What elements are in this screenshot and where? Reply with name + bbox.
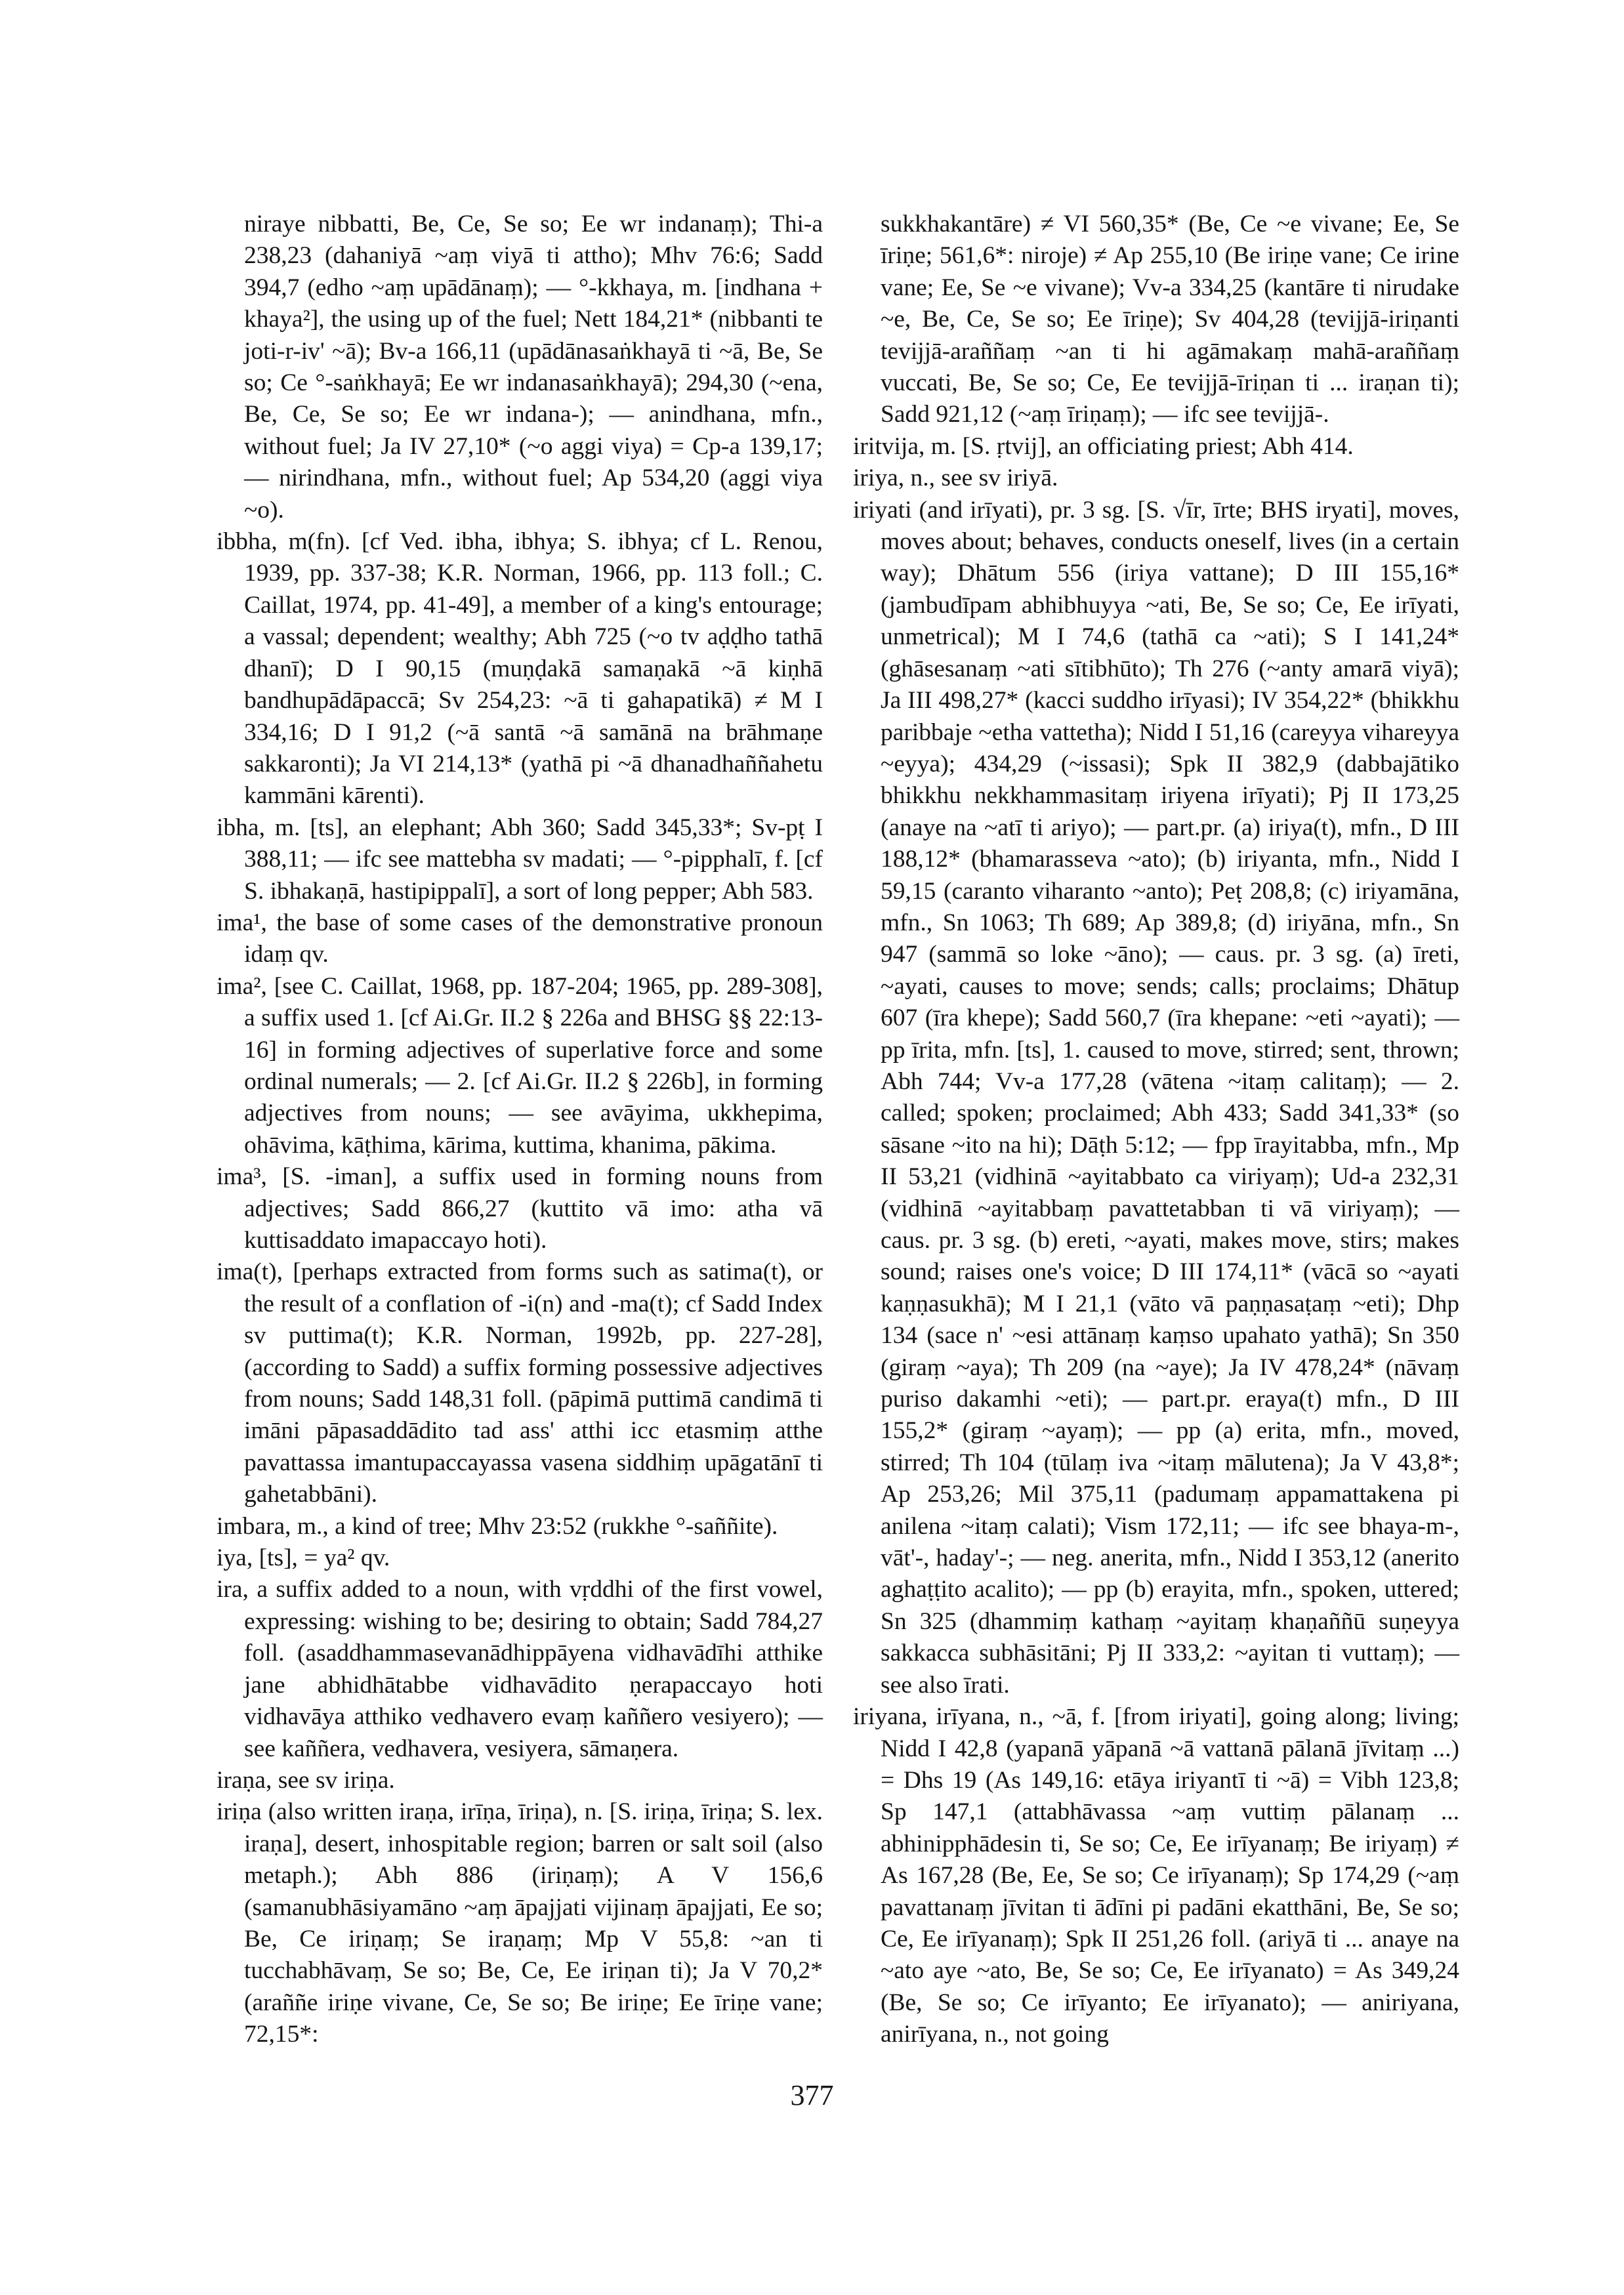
dictionary-entry: iriṇa (also written iraṇa, irīṇa, īriṇa), n. [S. iriṇa, īriṇa; S. lex. iraṇa], desert, inhospitable region; barren or salt soil (also metaph.); Abh 886 (iriṇaṃ); A V 156,6 (samanubhāsiyamāno ~aṃ āpajjati vijinaṃ āpajjati, Ee so; Be, Ce iriṇaṃ; Se iraṇaṃ; Mp V 55,8: ~an ti tucchabhāvaṃ, Se so; Be, Ce, Ee iriṇan ti); Ja V 70,2* (araññe iriṇe vivane, Ce, Se so; Be iriṇe; Ee īriṇe vane; 72,15*: bbox=[217, 1798, 823, 2048]
dictionary-entry: ira, a suffix added to a noun, with vṛddhi of the first vowel, expressing: wishing to be; desiring to obtain; Sadd 784,27 foll. (asaddhammasevanādhippāyena vidhavādīhi atthike jane abhidhātabbe vidhavādito ṇerapaccayo hoti vidhavāya atthiko vedhavero evaṃ kaññero vesiyero); — see kaññera, vedhavera, vesiyera, sāmaṇera. bbox=[217, 1576, 823, 1762]
dictionary-entry: iritvija, m. [S. ṛtvij], an officiating priest; Abh 414. bbox=[853, 432, 1354, 460]
dictionary-entry: ima³, [S. -iman], a suffix used in forming nouns from adjectives; Sadd 866,27 (kuttito vā imo: atha vā kuttisaddato imapaccayo hoti). bbox=[217, 1163, 823, 1254]
right-column bbox=[853, 209, 1459, 2051]
dictionary-entry: iriyana, irīyana, n., ~ā, f. [from iriyati], going along; living; Nidd I 42,8 (yapanā yāpanā ~ā vattanā pālanā jīvitaṃ ...) = Dhs 19 (As 149,16: etāya iriyantī ti ~ā) = Vibh 123,8; Sp 147,1 (attabhāvassa ~aṃ vuttiṃ pālanaṃ ... abhinipphādesin ti, Se so; Ce, Ee irīyanaṃ; Be iriyaṃ) ≠ As 167,28 (Be, Ee, Se so; Ce irīyanaṃ); Sp 174,29 (~aṃ pavattanaṃ jīvitan ti ādīni pi padāni ekatthāni, Be, Se so; Ce, Ee irīyanaṃ); Spk II 251,26 foll. (ariyā ti ... anaye na ~ato aye ~ato, Be, Se so; Ce, Ee irīyanato) = As 349,24 (Be, Se so; Ce irīyanto; Ee irīyanato); — aniriyana, anirīyana, n., not going bbox=[853, 1703, 1459, 2048]
dictionary-entry: ima¹, the base of some cases of the demonstrative pronoun idaṃ qv. bbox=[217, 909, 823, 968]
dictionary-entry: sukkhakantāre) ≠ VI 560,35* (Be, Ce ~e vivane; Ee, Se īriṇe; 561,6*: niroje) ≠ Ap 255,10 (Be iriṇe vane; Ce irine vane; Ee, Se ~e vivane); Vv-a 334,25 (kantāre ti nirudake ~e, Be, Ce, Se so; Ee īriṇe); Sv 404,28 (tevijjā-iriṇanti tevijjā-araññaṃ ~an ti hi agāmakaṃ mahā-araññaṃ vuccati, Be, Se so; Ce, Ee tevijjā-īriṇan ti ... iraṇan ti); Sadd 921,12 (~aṃ īriṇaṃ); — ifc see tevijjā-. bbox=[881, 211, 1459, 428]
dictionary-entry: iriyati (and irīyati), pr. 3 sg. [S. √īr, īrte; BHS iryati], moves, moves about; behaves, conducts oneself, lives (in a certain way); Dhātum 556 (iriya vattane); D III 155,16* (jambudīpam abhibhuyya ~ati, Be, Se so; Ce, Ee irīyati, unmetrical); M I 74,6 (tathā ca ~ati); S I 141,24* (ghāsesanaṃ ~ati sītibhūto); Th 276 (~anty amarā viyā); Ja III 498,27* (kacci suddho irīyasi); IV 354,22* (bhikkhu paribbaje ~etha vattetha); Nidd I 51,16 (careyya vihareyya ~eyya); 434,29 (~issasi); Spk II 382,9 (dabbajātiko bhikkhu nekkhammasitaṃ iriyena irīyati); Pj II 173,25 (anaye na ~atī ti ariyo); — part.pr. (a) iriya(t), mfn., D III 188,12* (bhamarasseva ~ato); (b) iriyanta, mfn., Nidd I 59,15 (caranto viharanto ~anto); Peṭ 208,8; (c) iriyamāna, mfn., Sn 1063; Th 689; Ap 389,8; (d) iriyāna, mfn., Sn 947 (sammā so loke ~āno); — caus. pr. 3 sg. (a) īreti, ~ayati, causes to move; sends; calls; proclaims; Dhātup 607 (īra khepe); Sadd 560,7 (īra khepane: ~eti ~ayati); — pp īrita, mfn. [ts], 1. caused to move, stirred; sent, thrown; Abh 744; Vv-a 177,28 (vātena ~itaṃ calitaṃ); — 2. called; spoken; proclaimed; Abh 433; Sadd 341,33* (so sāsane ~ito na hi); Dāṭh 5:12; — fpp īrayitabba, mfn., Mp II 53,21 (vidhinā ~ayitabbato ca viriyaṃ); Ud-a 232,31 (vidhinā ~ayitabbaṃ pavattetabban ti vā viriyaṃ); — caus. pr. 3 sg. (b) ereti, ~ayati, makes move, stirs; makes sound; raises one's voice; D III 174,11* (vācā so ~ayati kaṇṇasukhā); M I 21,1 (vāto vā paṇṇasaṭaṃ ~eti); Dhp 134 (sace n' ~esi attānaṃ kaṃso upahato yathā); Sn 350 (giraṃ ~aya); Th 209 (na ~aye); Ja IV 478,24* (nāvaṃ puriso dakamhi ~eti); — part.pr. eraya(t) mfn., D III 155,2* (giraṃ ~ayaṃ); — pp (a) erita, mfn., moved, stirred; Th 104 (tūlaṃ iva ~itaṃ mālutena); Ja V 43,8*; Ap 253,26; Mil 375,11 (padumaṃ appamattakena pi anilena ~itaṃ calati); Vism 172,11; — ifc see bhaya-m-, vāt'-, haday'-; — neg. anerita, mfn., Nidd I 353,12 (anerito aghaṭṭito acalito); — pp (b) erayita, mfn., spoken, uttered; Sn 325 (dhammiṃ kathaṃ ~ayitaṃ khaṇaññū suṇeyya sakkacca subhāsitāni; Pj II 333,2: ~ayitan ti vuttaṃ); — see also īrati. bbox=[853, 496, 1459, 1699]
left-column bbox=[217, 209, 823, 2051]
dictionary-entry: iraṇa, see sv iriṇa. bbox=[217, 1766, 395, 1794]
dictionary-entry: iriya, n., see sv iriyā. bbox=[853, 465, 1058, 492]
dictionary-entry: niraye nibbatti, Be, Ce, Se so; Ee wr indanaṃ); Thi-a 238,23 (dahaniyā ~aṃ viyā ti attho); Mhv 76:6; Sadd 394,7 (edho ~aṃ upādānaṃ); — °-kkhaya, m. [indhana + khaya²], the using up of the fuel; Nett 184,21* (nibbanti te joti-r-iv' ~ā); Bv-a 166,11 (upādānasaṅkhayā ti ~ā, Be, Se so; Ce °-saṅkhayā; Ee wr indanasaṅkhayā); 294,30 (~ena, Be, Ce, Se so; Ee wr indana-); — anindhana, mfn., without fuel; Ja IV 27,10* (~o aggi viya) = Cp-a 139,17; — nirindhana, mfn., without fuel; Ap 534,20 (aggi viya ~o). bbox=[244, 211, 823, 524]
dictionary-entry: ibha, m. [ts], an elephant; Abh 360; Sadd 345,33*; Sv-pṭ I 388,11; — ifc see mattebha sv madati; — °-pipphalī, f. [cf S. ibhakaṇā, hastipippalī], a sort of long pepper; Abh 583. bbox=[217, 814, 823, 905]
dictionary-entry: ima(t), [perhaps extracted from forms such as satima(t), or the result of a conflation of -i(n) and -ma(t); cf Sadd Index sv puttima(t); K.R. Norman, 1992b, pp. 227-28], (according to Sadd) a suffix forming possessive adjectives from nouns; Sadd 148,31 foll. (pāpimā puttimā candimā ti imāni pāpasaddādito tad ass' atthi icc etasmiṃ atthe pavattassa imantupaccayassa vasena siddhiṃ upāgatānī ti gahetabbāni). bbox=[217, 1258, 823, 1508]
page-number: 377 bbox=[790, 2079, 834, 2111]
dictionary-entry: imbara, m., a kind of tree; Mhv 23:52 (rukkhe °-saññite). bbox=[217, 1512, 778, 1540]
dictionary-entry: ima², [see C. Caillat, 1968, pp. 187-204; 1965, pp. 289-308], a suffix used 1. [cf Ai.Gr. II.2 § 226a and BHSG §§ 22:13-16] in forming adjectives of superlative force and some ordinal numerals; — 2. [cf Ai.Gr. II.2 § 226b], in forming adjectives from nouns; — see avāyima, ukkhepima, ohāvima, kāṭhima, kārima, kuttima, khanima, pākima. bbox=[217, 972, 823, 1159]
dictionary-entry: ibbha, m(fn). [cf Ved. ibha, ibhya; S. ibhya; cf L. Renou, 1939, pp. 337-38; K.R. Norman, 1966, pp. 113 foll.; C. Caillat, 1974, pp. 41-49], a member of a king's entourage; a vassal; dependent; wealthy; Abh 725 (~o tv aḍḍho tathā dhanī); D I 90,15 (muṇḍakā samaṇakā ~ā kiṇhā bandhupādāpaccā; Sv 254,23: ~ā ti gahapatikā) ≠ M I 334,16; D I 91,2 (~ā santā ~ā samānā na brāhmaṇe sakkaronti); Ja VI 214,13* (yathā pi ~ā dhanadhaññahetu kammāni kārenti). bbox=[217, 528, 823, 810]
dictionary-entry: iya, [ts], = ya² qv. bbox=[217, 1544, 390, 1572]
